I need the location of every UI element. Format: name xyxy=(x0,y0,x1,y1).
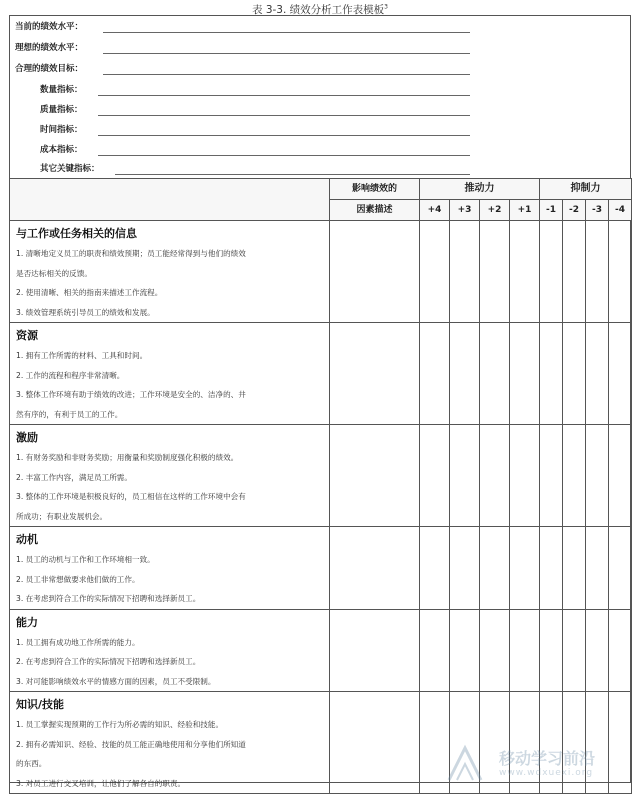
driving-score-cell[interactable] xyxy=(450,221,480,323)
header-blank-cell xyxy=(10,179,330,221)
restraining-score-cell[interactable] xyxy=(609,323,632,425)
driving-score-cell[interactable] xyxy=(510,221,540,323)
driving-score-cell[interactable] xyxy=(420,527,450,610)
goal-field-input-line[interactable] xyxy=(103,32,470,33)
section-row xyxy=(10,221,632,323)
factor-description-input-cell[interactable] xyxy=(330,609,420,692)
score-col-header: +2 xyxy=(480,200,510,221)
driving-score-cell[interactable] xyxy=(420,323,450,425)
goal-field-label: 理想的绩效水平： xyxy=(15,43,84,53)
factor-description-input-cell[interactable] xyxy=(330,221,420,323)
factor-header-line2: 因素描述 xyxy=(356,205,393,215)
driving-score-cell[interactable] xyxy=(480,221,510,323)
restraining-score-cell[interactable] xyxy=(563,527,586,610)
section-item-line: 2. 工作的流程和程序非常清晰。 xyxy=(16,370,125,380)
goal-field-label: 数量指标： xyxy=(40,85,83,95)
restraining-label: 抑制力 xyxy=(570,183,601,194)
section-title: 能力 xyxy=(16,615,38,629)
factor-header-line1: 影响绩效的 xyxy=(351,184,397,194)
restraining-score-cell[interactable] xyxy=(586,323,609,425)
goal-field-label: 成本指标： xyxy=(40,145,83,155)
section-description-cell xyxy=(10,425,330,527)
restraining-score-cell[interactable] xyxy=(609,527,632,610)
goal-field-input-line[interactable] xyxy=(98,115,470,116)
section-item-line: 所成功；有职业发展机会。 xyxy=(16,511,108,521)
driving-label: 推动力 xyxy=(464,183,495,194)
factor-description-input-cell[interactable] xyxy=(330,323,420,425)
driving-score-cell[interactable] xyxy=(480,323,510,425)
goal-field-input-line[interactable] xyxy=(103,53,470,54)
driving-score-cell[interactable] xyxy=(450,609,480,692)
section-item-line: 1. 员工的动机与工作和工作环境相一致。 xyxy=(16,555,155,564)
watermark xyxy=(437,744,637,784)
restraining-header xyxy=(540,179,632,200)
score-col-header: -3 xyxy=(586,200,609,221)
section-item-line: 2. 使用清晰、相关的指南来描述工作流程。 xyxy=(16,288,163,297)
section-item-line: 2. 拥有必需知识、经验、技能的员工能正确地使用和分享他们所知道 xyxy=(16,739,246,749)
restraining-score-cell[interactable] xyxy=(540,609,563,692)
caption-footnote-mark: 3 xyxy=(384,3,388,11)
restraining-score-cell[interactable] xyxy=(540,527,563,610)
section-item-line: 1. 有财务奖励和非财务奖励；用衡量和奖励制度强化积极的绩效。 xyxy=(16,453,239,462)
section-item-line: 3. 对可能影响绩效水平的情感方面的因素，员工不受限制。 xyxy=(16,676,216,686)
goal-field-input-line[interactable] xyxy=(115,174,470,175)
goal-field-label: 时间指标： xyxy=(40,125,83,135)
score-col-header: +1 xyxy=(510,200,540,221)
restraining-score-cell[interactable] xyxy=(586,609,609,692)
section-row xyxy=(10,527,632,610)
section-item-line: 1. 拥有工作所需的材料、工具和时间。 xyxy=(16,351,148,360)
watermark-logo-icon xyxy=(443,744,493,784)
driving-score-cell[interactable] xyxy=(510,425,540,527)
driving-score-cell[interactable] xyxy=(450,527,480,610)
goal-field-input-line[interactable] xyxy=(98,135,470,136)
section-item-line: 3. 整体工作环境有助于绩效的改进；工作环境是安全的、洁净的、井 xyxy=(16,390,246,399)
restraining-score-cell[interactable] xyxy=(609,609,632,692)
factor-description-input-cell[interactable] xyxy=(330,527,420,610)
restraining-score-cell[interactable] xyxy=(540,221,563,323)
driving-score-cell[interactable] xyxy=(510,609,540,692)
factor-description-input-cell[interactable] xyxy=(330,425,420,527)
section-description-cell xyxy=(10,323,330,425)
section-item-line: 3. 整体的工作环境是积极良好的，员工相信在这样的工作环境中会有 xyxy=(16,492,246,501)
section-description-cell xyxy=(10,527,330,610)
goal-field-label: 合理的绩效目标： xyxy=(15,64,84,74)
section-item-line: 1. 员工拥有成功地工作所需的能力。 xyxy=(16,637,140,647)
score-col-header: +4 xyxy=(420,200,450,221)
driving-score-cell[interactable] xyxy=(510,527,540,610)
restraining-score-cell[interactable] xyxy=(563,425,586,527)
section-item-line: 是否达标相关的反馈。 xyxy=(16,268,92,278)
header-row-1 xyxy=(10,179,632,200)
restraining-score-cell[interactable] xyxy=(540,425,563,527)
restraining-score-cell[interactable] xyxy=(540,323,563,425)
factor-description-input-cell[interactable] xyxy=(330,692,420,794)
section-title: 动机 xyxy=(16,533,38,546)
driving-score-cell[interactable] xyxy=(420,221,450,323)
factor-header-bottom xyxy=(330,200,420,221)
section-row xyxy=(10,609,632,692)
score-col-header: -1 xyxy=(540,200,563,221)
restraining-score-cell[interactable] xyxy=(609,425,632,527)
section-item-line: 的东西。 xyxy=(16,759,47,768)
driving-score-cell[interactable] xyxy=(420,609,450,692)
section-item-line: 3. 对员工进行交叉培训，让他们了解各自的职责。 xyxy=(16,778,186,788)
section-item-line: 2. 在考虑到符合工作的实际情况下招聘和选择新员工。 xyxy=(16,657,201,666)
section-title: 激励 xyxy=(16,431,38,444)
section-item-line: 然有序的，有利于员工的工作。 xyxy=(16,409,123,419)
driving-score-cell[interactable] xyxy=(450,425,480,527)
section-row xyxy=(10,425,632,527)
restraining-score-cell[interactable] xyxy=(586,527,609,610)
goal-field-label: 质量指标： xyxy=(40,105,83,115)
driving-score-cell[interactable] xyxy=(420,425,450,527)
section-title: 与工作或任务相关的信息 xyxy=(16,227,137,240)
driving-header xyxy=(420,179,540,200)
restraining-score-cell[interactable] xyxy=(586,425,609,527)
goal-field-label: 其它关键指标： xyxy=(40,164,100,174)
factor-header-top xyxy=(330,179,420,200)
section-item-line: 1. 员工掌握实现预期的工作行为所必需的知识、经验和技能。 xyxy=(16,720,224,729)
score-col-header: +3 xyxy=(450,200,480,221)
goal-field-label: 当前的绩效水平： xyxy=(15,22,84,32)
goal-field-input-line[interactable] xyxy=(98,95,470,96)
section-title: 资源 xyxy=(16,329,38,342)
goal-field-input-line[interactable] xyxy=(98,155,470,156)
section-description-cell xyxy=(10,221,330,323)
section-description-cell xyxy=(10,609,330,692)
caption-text: 表 3-3. 绩效分析工作表模板 xyxy=(252,4,385,16)
section-item-line: 3. 绩效管理系统引导员工的绩效和发展。 xyxy=(16,307,155,317)
section-description-cell xyxy=(10,692,330,794)
driving-score-cell[interactable] xyxy=(480,609,510,692)
watermark-text: 移动学习前沿 xyxy=(499,749,596,768)
sections-body xyxy=(10,221,632,794)
driving-score-cell[interactable] xyxy=(480,527,510,610)
analysis-table xyxy=(9,178,632,794)
driving-score-cell[interactable] xyxy=(480,425,510,527)
score-col-header: -4 xyxy=(609,200,632,221)
restraining-score-cell[interactable] xyxy=(563,323,586,425)
section-title: 知识/技能 xyxy=(16,698,65,711)
score-col-header: -2 xyxy=(563,200,586,221)
restraining-score-cell[interactable] xyxy=(563,609,586,692)
section-item-line: 2. 员工非常想做要求他们做的工作。 xyxy=(16,574,140,584)
section-item-line: 2. 丰富工作内容，满足员工所需。 xyxy=(16,472,132,482)
section-item-line: 3. 在考虑到符合工作的实际情况下招聘和选择新员工。 xyxy=(16,594,201,603)
driving-score-cell[interactable] xyxy=(510,323,540,425)
restraining-score-cell[interactable] xyxy=(563,221,586,323)
restraining-score-cell[interactable] xyxy=(609,221,632,323)
restraining-score-cell[interactable] xyxy=(586,221,609,323)
section-row xyxy=(10,323,632,425)
section-item-line: 1. 清晰地定义员工的职责和绩效预期；员工能经常得到与他们的绩效 xyxy=(16,249,246,258)
driving-score-cell[interactable] xyxy=(450,323,480,425)
goal-field-input-line[interactable] xyxy=(103,74,470,75)
watermark-url: www.wdxuexi.org xyxy=(499,768,594,778)
